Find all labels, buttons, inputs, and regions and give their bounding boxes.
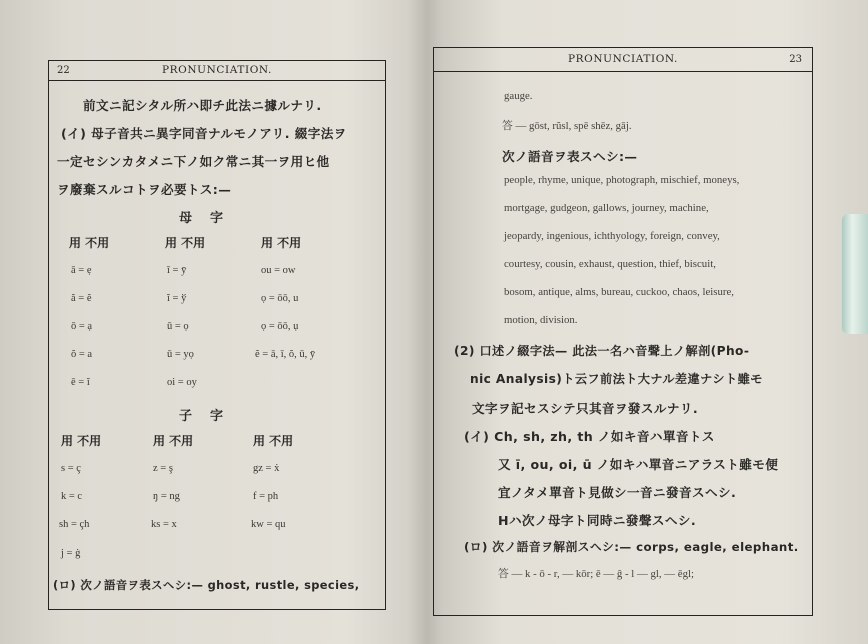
vowel-cell: oi = oy [167, 377, 197, 388]
word-list-line: bosom, antique, alms, bureau, cuckoo, chaos, leisure, [504, 286, 734, 298]
column-header: 用 不用 [261, 236, 302, 250]
column-header: 用 不用 [153, 434, 194, 448]
section-line: (2) 口述ノ綴字法— 此法一名ハ音聲上ノ解剖(Pho- [454, 344, 750, 358]
exercise-line: (ロ) 次ノ語音ヲ解剖スヘシ:— corps, eagle, elephant. [464, 540, 799, 554]
body-line: 次ノ語音ヲ表スヘシ:— [502, 149, 638, 164]
consonant-cell: sh = çh [59, 519, 90, 530]
vowel-cell: ā = ẹ [71, 265, 92, 276]
consonant-cell: gz = ẋ [253, 463, 280, 474]
intro-line: ヲ廢棄スルコトヲ必要トス:— [57, 182, 232, 197]
answer-line: 答 — k - ō - r, — kōr; ē — ĝ - l — gl, — ēgl; [498, 568, 694, 580]
consonant-cell: kw = qu [251, 519, 286, 530]
body-line: 又 ī, ou, oi, ū ノ如キハ單音ニアラスト雖モ便 [498, 457, 779, 472]
consonant-cell: k = c [61, 491, 83, 502]
vowel-cell: ū = yọ [167, 349, 194, 360]
intro-line: (イ) 母子音共ニ異字同音ナルモノアリ. 綴字法ヲ [61, 126, 347, 141]
word-list-line: mortgage, gudgeon, gallows, journey, machine, [504, 202, 709, 214]
left-page-frame [48, 60, 386, 610]
consonant-cell: s = ç [61, 463, 81, 474]
column-header: 用 不用 [61, 434, 102, 448]
body-line: 宜ノタメ單音ト見做シ一音ニ發音スヘシ. [498, 485, 737, 500]
vowel-cell: ī = ȳ [167, 265, 187, 276]
body-line: (イ) Ch, sh, zh, th ノ如キ音ハ單音トス [464, 429, 715, 444]
word-list-line: motion, division. [504, 314, 578, 326]
glass-clip [842, 214, 868, 334]
vowel-cell: ŏ = a [71, 349, 93, 360]
header-rule [49, 80, 385, 81]
answer-line: 答 — gōst, rŭsl, spē shēz, gāj. [502, 120, 632, 132]
vowel-cell: ĭ = ў [167, 293, 187, 304]
word-list-line: jeopardy, ingenious, ichthyology, foreign, convey, [504, 230, 720, 242]
column-header: 用 不用 [253, 434, 294, 448]
body-line: Hハ次ノ母字ト同時ニ發聲スヘシ. [498, 513, 697, 528]
running-head: PRONUNCIATION. [567, 53, 678, 65]
running-head: PRONUNCIATION. [161, 64, 272, 76]
vowels-heading: 母字 [179, 211, 242, 226]
vowel-cell: ō = ạ [71, 321, 93, 332]
vowel-cell: ē = ĭ [71, 377, 90, 388]
consonant-cell: ks = x [151, 519, 177, 530]
exercise-line: (ロ) 次ノ語音ヲ表スヘシ:— ghost, rustle, species, [53, 578, 360, 592]
column-header: 用 不用 [165, 236, 206, 250]
word-list-line: people, rhyme, unique, photograph, mischief, moneys, [504, 174, 740, 186]
page-number: 22 [57, 65, 70, 76]
body-line: gauge. [504, 90, 533, 102]
body-line: nic Analysis)ト云フ前法ト大ナル差違ナシト雖モ [470, 372, 763, 386]
vowel-cell: ọ = ōō, u [261, 293, 299, 304]
consonant-cell: ŋ = ng [153, 491, 180, 502]
body-line: 文字ヲ記セスシテ只其音ヲ發スルナリ. [472, 401, 699, 416]
consonant-cell: f = ph [253, 491, 279, 502]
vowel-cell: ọ = ōō, ụ [261, 321, 299, 332]
consonant-cell: j = ġ [61, 548, 81, 559]
consonants-heading: 子字 [179, 409, 242, 424]
vowel-cell: ă = ĕ [71, 293, 92, 304]
consonant-cell: z = ş [153, 463, 173, 474]
word-list-line: courtesy, cousin, exhaust, question, thief, biscuit, [504, 258, 716, 270]
vowel-cell: ou = ow [261, 265, 296, 276]
vowel-cell: ū = ọ [167, 321, 189, 332]
intro-line: 前文ニ記シタル所ハ即チ此法ニ據ルナリ. [83, 98, 322, 113]
intro-line: 一定セシンカタメニ下ノ如ク常ニ其一ヲ用ヒ他 [57, 154, 330, 169]
header-rule [434, 71, 812, 72]
vowel-cell: ẽ = ā, ī, ŏ, ū, ȳ [255, 349, 316, 360]
right-page-frame [433, 47, 813, 616]
column-header: 用 不用 [69, 236, 110, 250]
page-number: 23 [789, 54, 802, 65]
